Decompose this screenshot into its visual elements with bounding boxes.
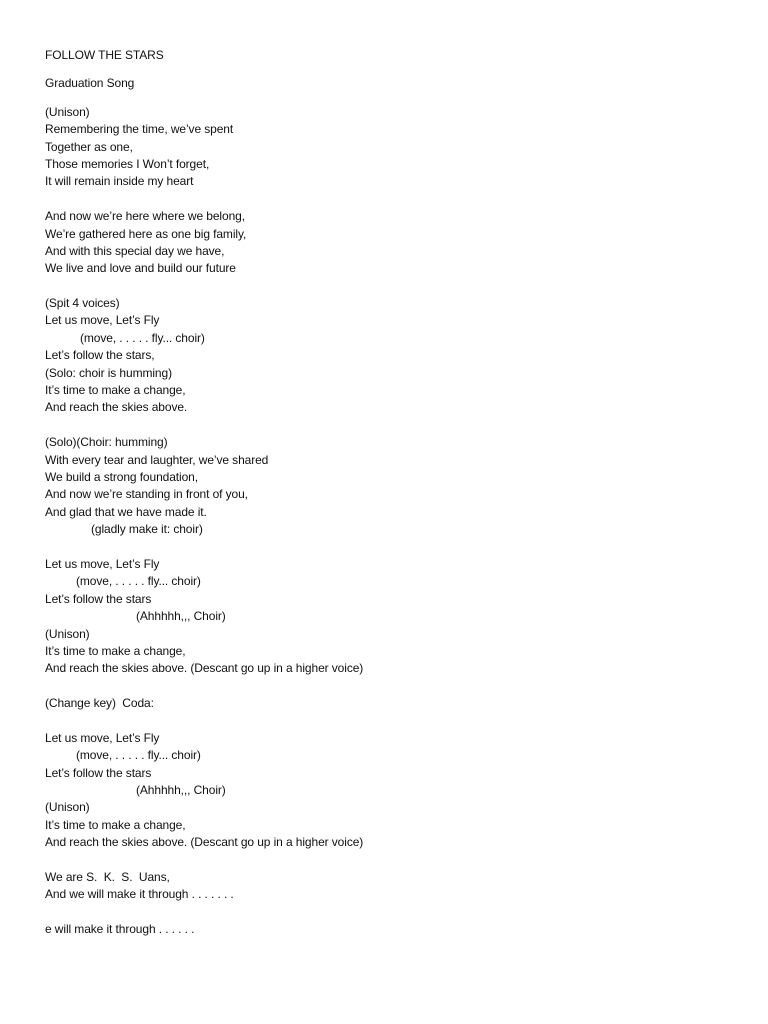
lyric-line: Let’s follow the stars, xyxy=(45,348,155,363)
lyric-line: We build a strong foundation, xyxy=(45,469,198,484)
lyric-line: It’s time to make a change, xyxy=(45,643,186,658)
stanza-gap xyxy=(45,904,745,921)
lyric-line: It will remain inside my heart xyxy=(45,174,194,189)
lyric-line: (move, . . . . . fly... choir) xyxy=(76,574,201,589)
stanza-gap xyxy=(45,712,745,729)
lyric-line: And with this special day we have, xyxy=(45,243,225,258)
lyric-line: And now we’re standing in front of you, xyxy=(45,487,248,502)
lyric-line: (Solo)(Choir: humming) xyxy=(45,435,168,450)
lyric-line: And reach the skies above. (Descant go up in a higher voice) xyxy=(45,835,364,850)
lyric-line: We are S. K. S. Uans, xyxy=(45,869,170,884)
lyric-line: (Ahhhhh,,, Choir) xyxy=(136,609,226,624)
lyric-line: Let’s follow the stars xyxy=(45,765,152,780)
lyric-line: With every tear and laughter, we’ve shared xyxy=(45,452,269,467)
stanza-gap xyxy=(45,417,745,434)
lyric-line: (Ahhhhh,,, Choir) xyxy=(136,783,226,798)
song-subtitle: Graduation Song xyxy=(45,76,135,91)
lyric-line: (move, . . . . . fly... choir) xyxy=(76,748,201,763)
chorus-1 xyxy=(45,295,745,417)
lyric-line: And reach the skies above. (Descant go up in a higher voice) xyxy=(45,661,364,676)
lyric-line: (Unison) xyxy=(45,626,90,641)
song-title: FOLLOW THE STARS xyxy=(45,48,164,62)
stanza-gap xyxy=(45,678,745,695)
stanza-gap xyxy=(45,191,745,208)
lyric-line: We’re gathered here as one big family, xyxy=(45,226,247,241)
lyric-line: (move, . . . . . fly... choir) xyxy=(80,330,205,345)
lyric-line: It’s time to make a change, xyxy=(45,383,186,398)
lyric-line: Let’s follow the stars xyxy=(45,591,152,606)
coda xyxy=(45,730,745,852)
verse-3 xyxy=(45,434,745,538)
lyric-line: And glad that we have made it. xyxy=(45,504,207,519)
lyric-line: And now we’re here where we belong, xyxy=(45,209,245,224)
lyric-line: (Solo: choir is humming) xyxy=(45,365,172,380)
lyric-line: (gladly make it: choir) xyxy=(91,522,203,537)
verse-1 xyxy=(45,104,745,191)
coda-heading: (Change key) Coda: xyxy=(45,696,154,711)
lyric-line: e will make it through . . . . . . xyxy=(45,922,195,937)
stanza-gap xyxy=(45,852,745,869)
stanza-gap xyxy=(45,278,745,295)
lyric-line: (Spit 4 voices) xyxy=(45,296,120,311)
lyric-line: Let us move, Let’s Fly xyxy=(45,730,160,745)
lyric-line: Remembering the time, we’ve spent xyxy=(45,122,234,137)
ending xyxy=(45,869,745,939)
lyric-line: It’s time to make a change, xyxy=(45,817,186,832)
lyric-line: Together as one, xyxy=(45,139,133,154)
lyric-line: Let us move, Let’s Fly xyxy=(45,556,160,571)
lyric-line: (Unison) xyxy=(45,800,90,815)
verse-2 xyxy=(45,208,745,278)
stanza-gap xyxy=(45,539,745,556)
lyric-line: Let us move, Let’s Fly xyxy=(45,313,160,328)
lyric-line: We live and love and build our future xyxy=(45,261,236,276)
lyric-line: (Unison) xyxy=(45,104,90,119)
lyrics-page xyxy=(45,47,745,939)
lyric-line: And we will make it through . . . . . . . xyxy=(45,887,234,902)
lyric-line: Those memories I Won’t forget, xyxy=(45,156,210,171)
lyric-line: And reach the skies above. xyxy=(45,400,188,415)
chorus-2 xyxy=(45,556,745,678)
